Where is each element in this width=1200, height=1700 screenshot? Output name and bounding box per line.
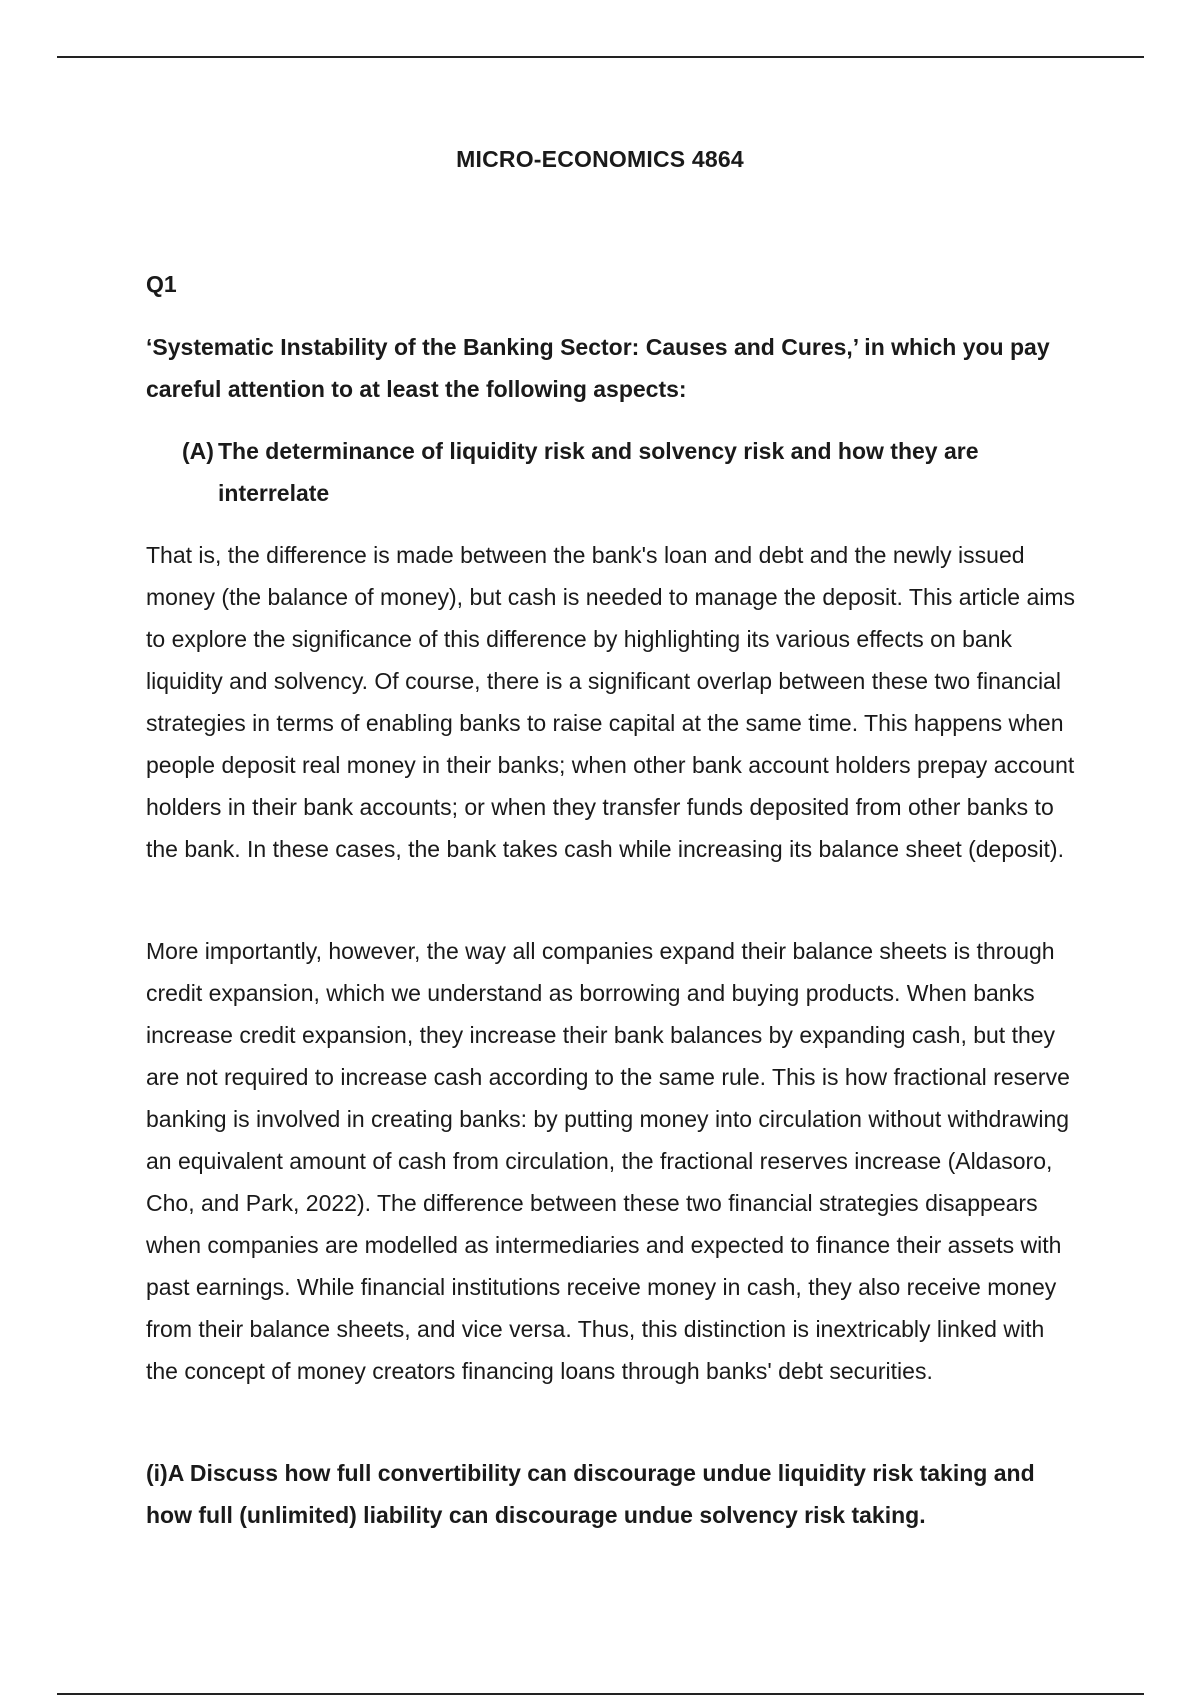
question-prompt: ‘Systematic Instability of the Banking Sector: Causes and Cures,’ in which you pay careful attention to at least the following aspects: — [146, 334, 1050, 402]
sub-question-i: (i)A Discuss how full convertibility can discourage undue liquidity risk taking and how full (unlimited) liability can discourage undue solvency risk taking. — [146, 1460, 1035, 1528]
body-paragraph-2: More importantly, however, the way all companies expand their balance sheets is through credit expansion, which we understand as borrowing and buying products. When banks increase credit expansion, they increase their bank balances by expanding cash, but they are not required to increase cash according to the same rule. This is how fractional reserve banking is involved in creating banks: by putting money into circulation without withdrawing an equivalent amount of cash from circulation, the fractional reserves increase (Aldasoro, Cho, and Park, 2022). The difference between these two financial strategies disappears when companies are modelled as intermediaries and expected to finance their assets with past earnings. While financial institutions receive money in cash, they also receive money from their balance sheets, and vice versa. Thus, this distinction is inextricably linked with the concept of money creators financing loans through banks' debt securities. — [146, 938, 1070, 1384]
sub-question-a-text: The determinance of liquidity risk and solvency risk and how they are interrelate — [218, 438, 979, 506]
question-label: Q1 — [146, 271, 177, 297]
bottom-rule — [57, 1693, 1144, 1695]
document-title: MICRO-ECONOMICS 4864 — [456, 146, 744, 172]
sub-question-a-marker: (A) — [182, 438, 214, 464]
top-rule — [57, 56, 1144, 58]
sub-question-a — [182, 430, 1062, 514]
body-paragraph-1: That is, the difference is made between the bank's loan and debt and the newly issued money (the balance of money), but cash is needed to manage the deposit. This article aims to explore the significance of this difference by highlighting its various effects on bank liquidity and solvency. Of course, there is a significant overlap between these two financial strategies in terms of enabling banks to raise capital at the same time. This happens when people deposit real money in their banks; when other bank account holders prepay account holders in their bank accounts; or when they transfer funds deposited from other banks to the bank. In these cases, the bank takes cash while increasing its balance sheet (deposit). — [146, 542, 1076, 862]
